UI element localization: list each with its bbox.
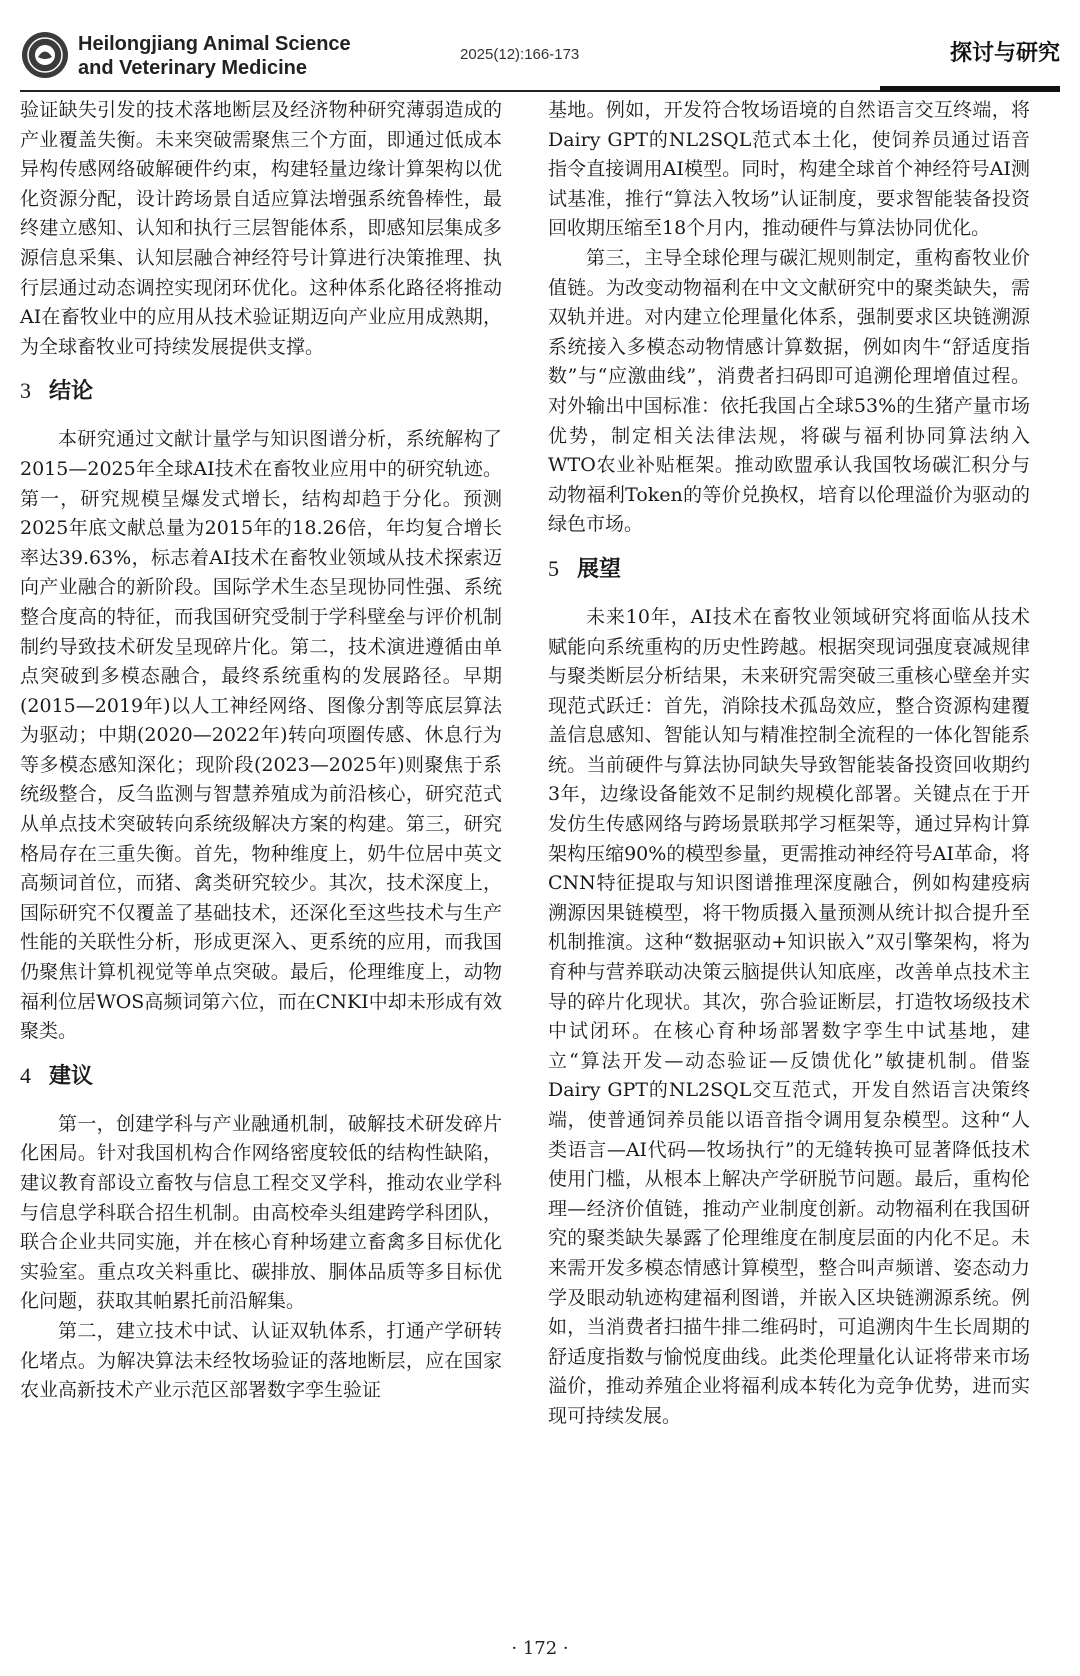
journal-seal-logo-icon xyxy=(20,30,70,80)
journal-title-line2: and Veterinary Medicine xyxy=(78,57,307,79)
page-number: · 172 · xyxy=(511,1638,569,1659)
section-title: 展望 xyxy=(577,556,622,582)
paragraph: 本研究通过文献计量学与知识图谱分析，系统解构了2015—2025年全球AI技术在畜牧业应用中的研究轨迹。第一，研究规模呈爆发式增长，结构却趋于分化。预测2025年底文献总量为2015年的18.26倍，年均复合增长率达39.63%，标志着AI技术在畜牧业领域从技术探索迈向产业融合的新阶段。国际学术生态呈现协同性强、系统整合度高的特征，而我国研究受制于学科壁垒与评价机制制约导致技术研发呈现碎片化。第二，技术演进遵循由单点突破到多模态融合，最终系统重构的发展路径。早期(2015—2019年)以人工神经网络、图像分割等底层算法为驱动；中期(2020—2022年)转向项圈传感、休息行为等多模态感知深化；现阶段(2023—2025年)则聚焦于系统级整合，反刍监测与智慧养殖成为前沿核心，研究范式从单点技术突破转向系统级解决方案的构建。第三，研究格局存在三重失衡。首先，物种维度上，奶牛位居中英文高频词首位，而猪、禽类研究较少。其次，技术深度上，国际研究不仅覆盖了基础技术，还深化至这些技术与生产性能的关联性分析，形成更深入、更系统的应用，而我国仍聚焦计算机视觉等单点突破。最后，伦理维度上，动物福利位居WOS高频词第六位，而在CNKI中却未形成有效聚类。 xyxy=(20,428,502,1043)
header-rule-accent xyxy=(880,86,1060,92)
right-column xyxy=(548,96,1030,1432)
section-title: 结论 xyxy=(49,379,94,405)
section-number: 3 xyxy=(20,378,31,404)
journal-title xyxy=(78,32,351,80)
paragraph: 验证缺失引发的技术落地断层及经济物种研究薄弱造成的产业覆盖失衡。未来突破需聚焦三个方面，即通过低成本异构传感网络破解硬件约束，构建轻量边缘计算架构以优化资源分配，设计跨场景自适应算法增强系统鲁棒性，最终建立感知、认知和执行三层智能体系，即感知层集成多源信息采集、认知层融合神经符号计算进行决策推理、执行层通过动态调控实现闭环优化。这种体系化路径将推动AI在畜牧业中的应用从技术验证期迈向产业应用成熟期，为全球畜牧业可持续发展提供支撑。 xyxy=(20,99,502,358)
section-title: 建议 xyxy=(49,1063,94,1089)
page-header xyxy=(20,20,1060,96)
paragraph: 第三，主导全球伦理与碳汇规则制定，重构畜牧业价值链。为改变动物福利在中文文献研究中的聚类缺失，需双轨并进。对内建立伦理量化体系，强制要求区块链溯源系统接入多模态动物情感计算数据，例如肉牛“舒适度指数”与“应激曲线”，消费者扫码即可追溯伦理增值过程。对外输出中国标准：依托我国占全球53%的生猪产量市场优势，制定相关法律法规，将碳与福利协同算法纳入WTO农业补贴框架。推动欧盟承认我国牧场碳汇积分与动物福利Token的等价兑换权，培育以伦理溢价为驱动的绿色市场。 xyxy=(548,246,1030,536)
section-number: 4 xyxy=(20,1062,31,1088)
paragraph: 基地。例如，开发符合牧场语境的自然语言交互终端，将Dairy GPT的NL2SQL范式本土化，使饲养员通过语音指令直接调用AI模型。同时，构建全球首个神经符号AI测试基准，推行“算法入牧场”认证制度，要求智能装备投资回收期压缩至18个月内，推动硬件与算法协同优化。 xyxy=(548,99,1030,240)
section-heading-conclusion xyxy=(20,374,502,409)
paragraph: 第二，建立技术中试、认证双轨体系，打通产学研转化堵点。为解决算法未经牧场验证的落地断层，应在国家农业高新技术产业示范区部署数字孪生验证 xyxy=(20,1319,502,1402)
left-column xyxy=(20,96,502,1406)
section-number: 5 xyxy=(548,555,559,581)
section-label: 探讨与研究 xyxy=(949,41,1060,66)
section-heading-suggestions xyxy=(20,1059,502,1094)
journal-title-line1: Heilongjiang Animal Science xyxy=(78,33,351,55)
issue-info: 2025(12):166-173 xyxy=(460,46,580,63)
paragraph: 未来10年，AI技术在畜牧业领域研究将面临从技术赋能向系统重构的历史性跨越。根据突现词强度衰减规律与聚类断层分析结果，未来研究需突破三重核心壁垒并实现范式跃迁：首先，消除技术孤岛效应，整合资源构建覆盖信息感知、智能认知与精准控制全流程的一体化智能系统。当前硬件与算法协同缺失导致智能装备投资回收期约3年，边缘设备能效不足制约规模化部署。关键点在于开发仿生传感网络与跨场景联邦学习框架等，通过异构计算架构压缩90%的模型参量，更需推动神经符号AI革命，将CNN特征提取与知识图谱推理深度融合，例如构建疫病溯源因果链模型，将干物质摄入量预测从统计拟合提升至机制推演。这种“数据驱动+知识嵌入”双引擎架构，将为育种与营养联动决策云脑提供认知底座，改善单点技术主导的碎片化现状。其次，弥合验证断层，打造牧场级技术中试闭环。在核心育种场部署数字孪生中试基地，建立“算法开发—动态验证—反馈优化”敏捷机制。借鉴Dairy GPT的NL2SQL交互范式，开发自然语言决策终端，使普通饲养员能以语音指令调用复杂模型。这种“人类语言—AI代码—牧场执行”的无缝转换可显著降低技术使用门槛，从根本上解决产学研脱节问题。最后，重构伦理—经济价值链，推动产业制度创新。动物福利在我国研究的聚类缺失暴露了伦理维度在制度层面的内化不足。未来需开发多模态情感计算模型，整合叫声频谱、姿态动力学及眼动轨迹构建福利图谱，并嵌入区块链溯源系统。例如，当消费者扫描牛排二维码时，可追溯肉牛生长周期的舒适度指数与愉悦度曲线。此类伦理量化认证将带来市场溢价，推动养殖企业将福利成本转化为竞争优势，进而实现可持续发展。 xyxy=(548,605,1030,1427)
paragraph: 第一，创建学科与产业融通机制，破解技术研发碎片化困局。针对我国机构合作网络密度较低的结构性缺陷，建议教育部设立畜牧与信息工程交叉学科，推动农业学科与信息学科联合招生机制。由高校牵头组建跨学科团队，联合企业共同实施，并在核心育种场建立畜禽多目标优化实验室。重点攻关料重比、碳排放、胴体品质等多目标优化问题，获取其帕累托前沿解集。 xyxy=(20,1112,502,1313)
section-heading-outlook xyxy=(548,552,1030,587)
